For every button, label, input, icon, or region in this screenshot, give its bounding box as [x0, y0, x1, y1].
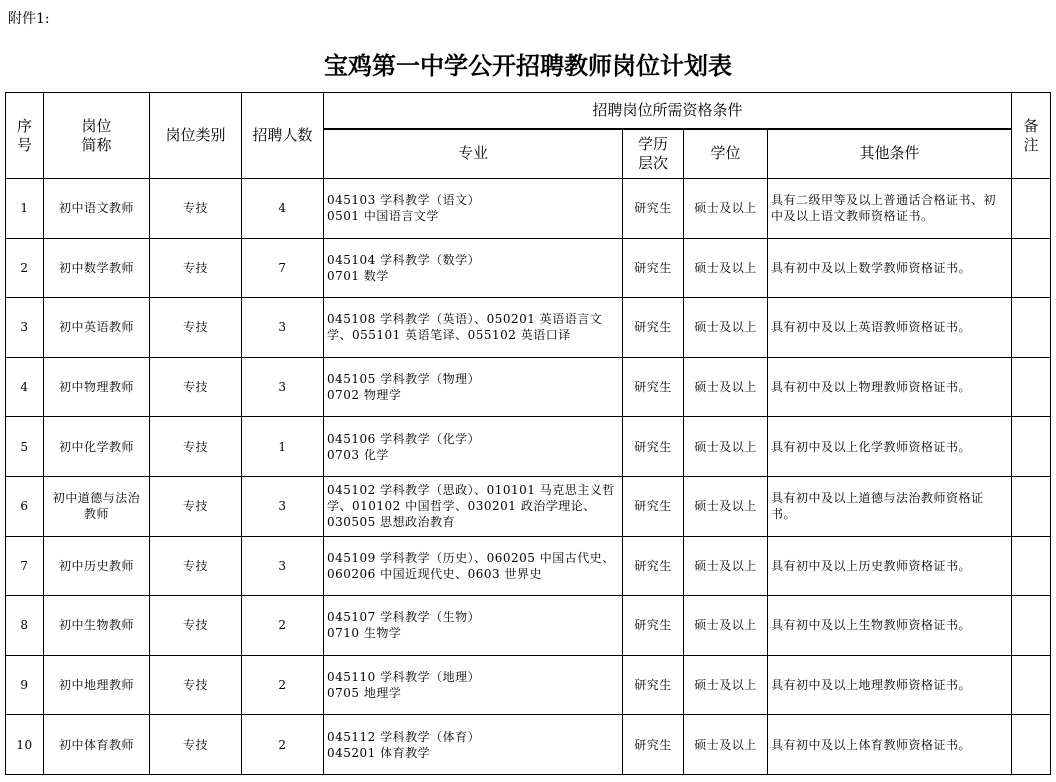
- cell-position: 初中英语教师: [44, 298, 150, 358]
- table-header: [6, 93, 1051, 179]
- table-row: [6, 596, 1051, 656]
- cell-other: 具有初中及以上体育教师资格证书。: [768, 715, 1012, 775]
- cell-no: 5: [6, 417, 44, 477]
- cell-remarks: [1012, 179, 1051, 239]
- cell-education: 研究生: [623, 417, 684, 477]
- cell-remarks: [1012, 417, 1051, 477]
- header-qualifications: 招聘岗位所需资格条件: [324, 93, 1012, 129]
- cell-no: 1: [6, 179, 44, 239]
- cell-degree: 硕士及以上: [684, 536, 768, 596]
- cell-remarks: [1012, 536, 1051, 596]
- cell-category: 专技: [150, 298, 242, 358]
- cell-remarks: [1012, 596, 1051, 656]
- cell-education: 研究生: [623, 476, 684, 536]
- header-seq: 序 号: [6, 93, 44, 179]
- cell-education: 研究生: [623, 298, 684, 358]
- recruitment-plan-table: [5, 92, 1051, 775]
- table-row: [6, 238, 1051, 298]
- cell-position: 初中数学教师: [44, 238, 150, 298]
- cell-position: 初中历史教师: [44, 536, 150, 596]
- cell-no: 10: [6, 715, 44, 775]
- cell-major: 045107 学科教学（生物） 0710 生物学: [324, 596, 623, 656]
- cell-major: 045106 学科教学（化学） 0703 化学: [324, 417, 623, 477]
- cell-position: 初中地理教师: [44, 655, 150, 715]
- cell-position: 初中体育教师: [44, 715, 150, 775]
- cell-degree: 硕士及以上: [684, 476, 768, 536]
- cell-degree: 硕士及以上: [684, 596, 768, 656]
- cell-count: 3: [242, 357, 324, 417]
- cell-education: 研究生: [623, 655, 684, 715]
- cell-major: 045110 学科教学（地理） 0705 地理学: [324, 655, 623, 715]
- cell-remarks: [1012, 655, 1051, 715]
- cell-count: 1: [242, 417, 324, 477]
- cell-degree: 硕士及以上: [684, 238, 768, 298]
- cell-category: 专技: [150, 179, 242, 239]
- table-row: [6, 417, 1051, 477]
- cell-category: 专技: [150, 715, 242, 775]
- cell-major: 045102 学科教学（思政）、010101 马克思主义哲学、010102 中国哲学、030201 政治学理论、030505 思想政治教育: [324, 476, 623, 536]
- page-title: 宝鸡第一中学公开招聘教师岗位计划表: [324, 52, 732, 80]
- cell-remarks: [1012, 357, 1051, 417]
- table-row: [6, 357, 1051, 417]
- cell-position: 初中物理教师: [44, 357, 150, 417]
- cell-remarks: [1012, 476, 1051, 536]
- cell-category: 专技: [150, 655, 242, 715]
- cell-remarks: [1012, 298, 1051, 358]
- cell-other: 具有初中及以上地理教师资格证书。: [768, 655, 1012, 715]
- cell-category: 专技: [150, 357, 242, 417]
- cell-education: 研究生: [623, 179, 684, 239]
- cell-degree: 硕士及以上: [684, 417, 768, 477]
- table-row: [6, 298, 1051, 358]
- cell-other: 具有初中及以上化学教师资格证书。: [768, 417, 1012, 477]
- cell-remarks: [1012, 238, 1051, 298]
- cell-major: 045109 学科教学（历史）、060205 中国古代史、060206 中国近现代史、0603 世界史: [324, 536, 623, 596]
- table-row: [6, 536, 1051, 596]
- cell-major: 045103 学科教学（语文） 0501 中国语言文学: [324, 179, 623, 239]
- cell-position: 初中道德与法治教师: [44, 476, 150, 536]
- header-position: 岗位 简称: [44, 93, 150, 179]
- table-body: [6, 179, 1051, 775]
- cell-count: 7: [242, 238, 324, 298]
- cell-count: 3: [242, 536, 324, 596]
- cell-count: 2: [242, 715, 324, 775]
- cell-education: 研究生: [623, 357, 684, 417]
- cell-education: 研究生: [623, 596, 684, 656]
- cell-degree: 硕士及以上: [684, 179, 768, 239]
- cell-major: 045105 学科教学（物理） 0702 物理学: [324, 357, 623, 417]
- cell-no: 9: [6, 655, 44, 715]
- header-count: 招聘人数: [242, 93, 324, 179]
- table-row: [6, 655, 1051, 715]
- cell-position: 初中生物教师: [44, 596, 150, 656]
- table-row: [6, 476, 1051, 536]
- cell-category: 专技: [150, 596, 242, 656]
- cell-count: 2: [242, 655, 324, 715]
- header-major: 专业: [324, 129, 623, 179]
- header-degree: 学位: [684, 129, 768, 179]
- header-category: 岗位类别: [150, 93, 242, 179]
- attachment-label: 附件1:: [8, 11, 50, 27]
- cell-other: 具有初中及以上数学教师资格证书。: [768, 238, 1012, 298]
- header-remarks: 备 注: [1012, 93, 1051, 179]
- cell-degree: 硕士及以上: [684, 715, 768, 775]
- cell-category: 专技: [150, 536, 242, 596]
- cell-other: 具有初中及以上英语教师资格证书。: [768, 298, 1012, 358]
- cell-no: 3: [6, 298, 44, 358]
- cell-education: 研究生: [623, 715, 684, 775]
- cell-no: 7: [6, 536, 44, 596]
- cell-other: 具有初中及以上道德与法治教师资格证书。: [768, 476, 1012, 536]
- header-other: 其他条件: [768, 129, 1012, 179]
- cell-no: 6: [6, 476, 44, 536]
- cell-other: 具有二级甲等及以上普通话合格证书、初中及以上语文教师资格证书。: [768, 179, 1012, 239]
- table-row: [6, 179, 1051, 239]
- cell-count: 3: [242, 298, 324, 358]
- cell-position: 初中化学教师: [44, 417, 150, 477]
- cell-remarks: [1012, 715, 1051, 775]
- table-row: [6, 715, 1051, 775]
- cell-no: 4: [6, 357, 44, 417]
- cell-major: 045104 学科教学（数学） 0701 数学: [324, 238, 623, 298]
- cell-degree: 硕士及以上: [684, 655, 768, 715]
- cell-other: 具有初中及以上历史教师资格证书。: [768, 536, 1012, 596]
- cell-category: 专技: [150, 417, 242, 477]
- cell-count: 3: [242, 476, 324, 536]
- cell-other: 具有初中及以上生物教师资格证书。: [768, 596, 1012, 656]
- cell-education: 研究生: [623, 238, 684, 298]
- header-education: 学历 层次: [623, 129, 684, 179]
- cell-no: 8: [6, 596, 44, 656]
- cell-other: 具有初中及以上物理教师资格证书。: [768, 357, 1012, 417]
- cell-education: 研究生: [623, 536, 684, 596]
- cell-degree: 硕士及以上: [684, 357, 768, 417]
- cell-position: 初中语文教师: [44, 179, 150, 239]
- cell-count: 4: [242, 179, 324, 239]
- cell-degree: 硕士及以上: [684, 298, 768, 358]
- cell-count: 2: [242, 596, 324, 656]
- cell-no: 2: [6, 238, 44, 298]
- cell-major: 045108 学科教学（英语）、050201 英语语言文学、055101 英语笔译、055102 英语口译: [324, 298, 623, 358]
- cell-category: 专技: [150, 238, 242, 298]
- cell-major: 045112 学科教学（体育） 045201 体育教学: [324, 715, 623, 775]
- cell-category: 专技: [150, 476, 242, 536]
